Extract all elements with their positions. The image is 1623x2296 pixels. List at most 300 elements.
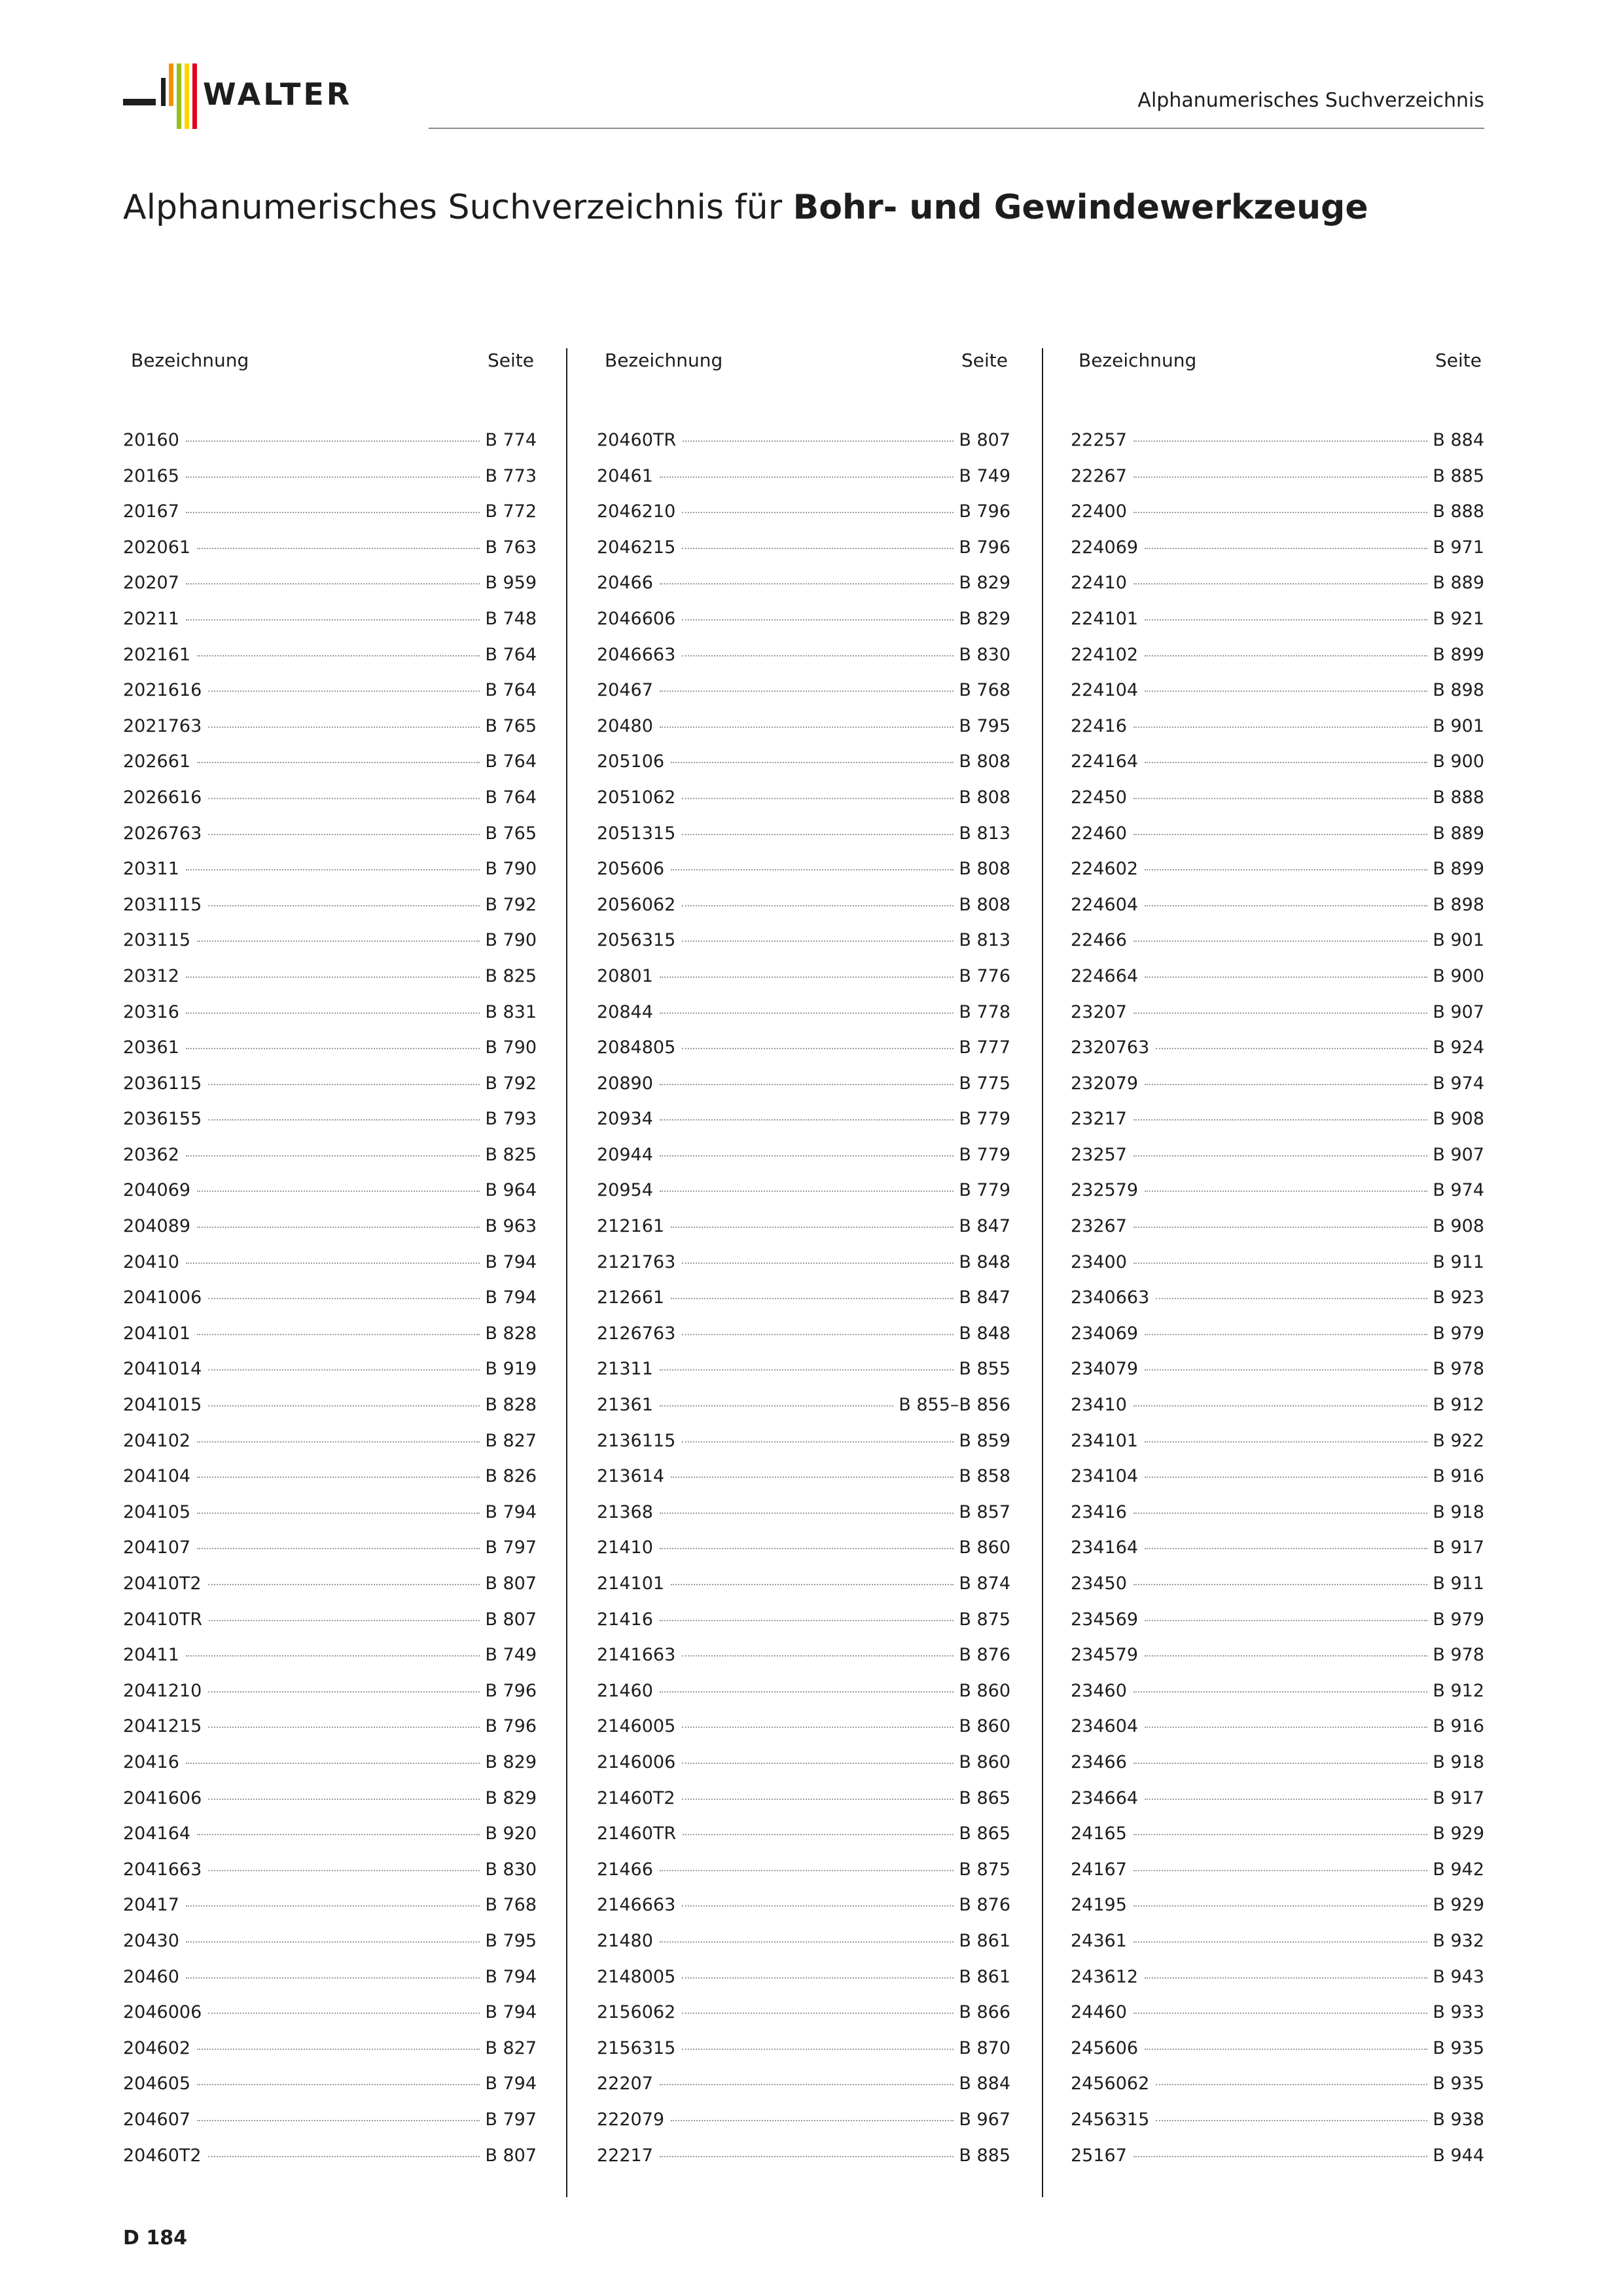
designation-code: 234569 (1071, 1609, 1139, 1630)
designation-code: 23460 (1071, 1680, 1127, 1701)
page-reference: B 865 (959, 1823, 1010, 1844)
dot-leader (682, 941, 954, 942)
index-row (597, 959, 1010, 995)
index-row (1071, 1138, 1484, 1174)
dot-leader (660, 726, 954, 728)
index-row (1071, 1638, 1484, 1674)
designation-code: 204605 (123, 2073, 191, 2094)
index-row (597, 1030, 1010, 1066)
page-reference: B 764 (485, 787, 537, 808)
page-reference: B 898 (1433, 894, 1484, 915)
designation-code: 203115 (123, 930, 191, 951)
index-row (123, 923, 537, 959)
dot-leader (186, 1013, 480, 1014)
dot-leader (1133, 440, 1427, 442)
dot-leader (1133, 512, 1427, 513)
designation-code: 2021763 (123, 715, 202, 736)
index-row (1071, 423, 1484, 459)
page-reference: B 889 (1433, 823, 1484, 844)
index-row (123, 1245, 537, 1281)
page-reference: B 860 (959, 1716, 1010, 1737)
page-reference: B 899 (1433, 859, 1484, 880)
index-row (123, 959, 537, 995)
designation-code: 234104 (1071, 1466, 1139, 1487)
index-row (123, 1459, 537, 1495)
page-reference: B 932 (1433, 1930, 1484, 1951)
designation-code: 2041006 (123, 1287, 202, 1308)
dot-leader (1133, 1941, 1427, 1943)
dot-leader (197, 941, 480, 942)
index-row (597, 494, 1010, 530)
page-reference: B 790 (485, 930, 537, 951)
designation-code: 202061 (123, 537, 191, 558)
designation-code: 2121763 (597, 1251, 676, 1272)
page-reference: B 912 (1433, 1680, 1484, 1701)
dot-leader (1145, 1620, 1427, 1621)
index-row (123, 995, 537, 1031)
index-row (1071, 709, 1484, 745)
page-reference: B 901 (1433, 715, 1484, 736)
dot-leader (197, 1334, 480, 1335)
designation-code: 213614 (597, 1466, 665, 1487)
dot-leader (186, 476, 480, 478)
page-reference: B 911 (1433, 1251, 1484, 1272)
dot-leader (1145, 1799, 1427, 1800)
designation-code: 2340663 (1071, 1287, 1150, 1308)
designation-code: 20207 (123, 573, 179, 594)
index-row (597, 1674, 1010, 1710)
designation-code: 224604 (1071, 894, 1139, 915)
index-row (597, 1066, 1010, 1102)
page-reference: B 855–B 856 (899, 1395, 1010, 1416)
index-row (123, 780, 537, 816)
index-row (1071, 852, 1484, 888)
page-reference: B 794 (485, 2073, 537, 2094)
index-row (597, 565, 1010, 601)
index-row (597, 1424, 1010, 1460)
designation-code: 2041606 (123, 1787, 202, 1808)
designation-code: 20416 (123, 1751, 179, 1772)
designation-code: 23207 (1071, 1001, 1127, 1022)
dot-leader (660, 1191, 954, 1192)
index-row (1071, 2066, 1484, 2102)
index-row (1071, 995, 1484, 1031)
page-reference: B 764 (485, 680, 537, 701)
index-row (123, 494, 537, 530)
dot-leader (197, 655, 480, 656)
dot-leader (1145, 2049, 1427, 2050)
index-row (1071, 1781, 1484, 1817)
page-reference: B 911 (1433, 1573, 1484, 1594)
designation-code: 2051062 (597, 787, 676, 808)
page-reference: B 876 (959, 1895, 1010, 1916)
index-row (597, 1352, 1010, 1388)
page-reference: B 901 (1433, 930, 1484, 951)
designation-code: 22217 (597, 2145, 653, 2166)
designation-code: 20410TR (123, 1609, 203, 1630)
page-title (123, 185, 1368, 230)
designation-code: 21416 (597, 1609, 653, 1630)
page-reference: B 793 (485, 1109, 537, 1130)
designation-code: 224602 (1071, 859, 1139, 880)
dot-leader (671, 1298, 954, 1299)
dot-leader (197, 2084, 480, 2085)
index-row (123, 2031, 537, 2067)
dot-leader (208, 1084, 480, 1085)
designation-code: 2036115 (123, 1073, 202, 1094)
index-row (597, 1459, 1010, 1495)
designation-code: 2046210 (597, 501, 676, 522)
dot-leader (660, 1548, 954, 1549)
designation-code: 21361 (597, 1395, 653, 1416)
index-row (597, 709, 1010, 745)
page-reference: B 847 (959, 1287, 1010, 1308)
index-row (1071, 459, 1484, 495)
designation-code: 224164 (1071, 751, 1139, 772)
designation-code: 20954 (597, 1180, 653, 1201)
index-row (1071, 1424, 1484, 1460)
dot-leader (1133, 1155, 1427, 1157)
designation-code: 202161 (123, 644, 191, 665)
dot-leader (682, 1655, 954, 1657)
designation-code: 204104 (123, 1466, 191, 1487)
designation-code: 234079 (1071, 1359, 1139, 1380)
designation-code: 2156315 (597, 2037, 676, 2058)
index-row (597, 459, 1010, 495)
index-row (1071, 565, 1484, 601)
index-row (123, 1209, 537, 1245)
index-row (1071, 923, 1484, 959)
designation-code: 204102 (123, 1430, 191, 1451)
header-rule (429, 128, 1484, 129)
page-reference: B 765 (485, 823, 537, 844)
dot-leader (660, 1155, 954, 1157)
page-reference: B 775 (959, 1073, 1010, 1094)
dot-leader (671, 762, 954, 763)
page-reference: B 920 (485, 1823, 537, 1844)
index-row (123, 1530, 537, 1566)
index-row (597, 1960, 1010, 1996)
dot-leader (197, 1513, 480, 1514)
dot-leader (682, 2049, 954, 2050)
dot-leader (1133, 1013, 1427, 1014)
page-reference: B 768 (485, 1895, 537, 1916)
dot-leader (1133, 1691, 1427, 1693)
index-row (1071, 816, 1484, 852)
page-reference: B 829 (485, 1751, 537, 1772)
index-row (597, 1388, 1010, 1424)
index-row (1071, 2102, 1484, 2138)
index-row (597, 2066, 1010, 2102)
page-reference: B 884 (1433, 430, 1484, 450)
page-reference: B 874 (959, 1573, 1010, 1594)
index-row (1071, 1102, 1484, 1138)
page-reference: B 974 (1433, 1180, 1484, 1201)
index-row (1071, 1924, 1484, 1960)
dot-leader (197, 762, 480, 763)
index-row (123, 1388, 537, 1424)
page-reference: B 859 (959, 1430, 1010, 1451)
designation-code: 23450 (1071, 1573, 1127, 1594)
designation-code: 204101 (123, 1323, 191, 1344)
index-row (597, 1209, 1010, 1245)
page-reference: B 795 (959, 715, 1010, 736)
dot-leader (683, 440, 954, 442)
dot-leader (1145, 762, 1427, 763)
page-reference: B 917 (1433, 1537, 1484, 1558)
page-reference: B 848 (959, 1323, 1010, 1344)
designation-code: 234069 (1071, 1323, 1139, 1344)
page-reference: B 813 (959, 823, 1010, 844)
index-row (123, 637, 537, 673)
designation-code: 22460 (1071, 823, 1127, 844)
designation-code: 21466 (597, 1859, 653, 1880)
index-row (123, 1602, 537, 1638)
header-page: Seite (1435, 350, 1482, 371)
dot-leader (682, 548, 954, 549)
page-reference: B 776 (959, 965, 1010, 986)
index-rows (1071, 423, 1484, 2174)
dot-leader (671, 1477, 954, 1478)
index-row (597, 744, 1010, 780)
dot-leader (660, 2156, 954, 2157)
page-reference: B 907 (1433, 1001, 1484, 1022)
index-row (597, 995, 1010, 1031)
index-row (597, 1280, 1010, 1316)
index-row (123, 673, 537, 709)
designation-code: 21460 (597, 1680, 653, 1701)
designation-code: 224069 (1071, 537, 1139, 558)
index-row (1071, 1674, 1484, 1710)
index-row (1071, 1066, 1484, 1102)
page-reference: B 792 (485, 894, 537, 915)
dot-leader (1133, 2013, 1427, 2014)
page-reference: B 898 (1433, 680, 1484, 701)
header-designation: Bezeichnung (131, 350, 249, 371)
page-reference: B 827 (485, 1430, 537, 1451)
dot-leader (1133, 1905, 1427, 1907)
dot-leader (660, 977, 954, 978)
index-row (123, 1138, 537, 1174)
designation-code: 20460TR (597, 430, 677, 450)
page-reference: B 779 (959, 1180, 1010, 1201)
page-reference: B 808 (959, 751, 1010, 772)
designation-code: 2026616 (123, 787, 202, 808)
index-row (1071, 2031, 1484, 2067)
index-row (123, 1924, 537, 1960)
page-reference: B 830 (485, 1859, 537, 1880)
designation-code: 2046215 (597, 537, 676, 558)
page-reference: B 764 (485, 751, 537, 772)
page-reference: B 935 (1433, 2037, 1484, 2058)
dot-leader (1145, 1548, 1427, 1549)
index-row (597, 888, 1010, 924)
header-page: Seite (488, 350, 534, 371)
index-row (1071, 1530, 1484, 1566)
dot-leader (660, 1369, 954, 1371)
page-reference: B 964 (485, 1180, 537, 1201)
designation-code: 204069 (123, 1180, 191, 1201)
index-row (597, 2031, 1010, 2067)
designation-code: 212161 (597, 1216, 665, 1237)
index-row (597, 1138, 1010, 1174)
designation-code: 2046006 (123, 2002, 202, 2023)
dot-leader (197, 1227, 480, 1228)
dot-leader (1133, 1870, 1427, 1871)
index-row (123, 1030, 537, 1066)
walter-logo (123, 60, 404, 132)
dot-leader (671, 1227, 954, 1228)
designation-code: 2046663 (597, 644, 676, 665)
page-reference: B 857 (959, 1501, 1010, 1522)
designation-code: 22400 (1071, 501, 1127, 522)
index-row (123, 744, 537, 780)
designation-code: 2041210 (123, 1680, 202, 1701)
page-reference: B 748 (485, 608, 537, 629)
designation-code: 22267 (1071, 465, 1127, 486)
index-row (123, 530, 537, 566)
dot-leader (660, 1870, 954, 1871)
designation-code: 25167 (1071, 2145, 1127, 2166)
dot-leader (682, 1334, 954, 1335)
designation-code: 234604 (1071, 1716, 1139, 1737)
index-row (1071, 1030, 1484, 1066)
page-reference: B 885 (959, 2145, 1010, 2166)
page-reference: B 938 (1433, 2109, 1484, 2130)
dot-leader (208, 1727, 480, 1728)
designation-code: 243612 (1071, 1966, 1139, 1987)
dot-leader (1133, 476, 1427, 478)
page-reference: B 749 (959, 465, 1010, 486)
dot-leader (208, 2013, 480, 2014)
page-reference: B 935 (1433, 2073, 1484, 2094)
index-row (597, 1102, 1010, 1138)
page-reference: B 773 (485, 465, 537, 486)
dot-leader (186, 1763, 480, 1764)
index-row (597, 530, 1010, 566)
designation-code: 214101 (597, 1573, 665, 1594)
designation-code: 21368 (597, 1501, 653, 1522)
dot-leader (208, 1870, 480, 1871)
page-reference: B 772 (485, 501, 537, 522)
dot-leader (186, 440, 480, 442)
page-reference: B 979 (1433, 1609, 1484, 1630)
page-reference: B 919 (485, 1359, 537, 1380)
dot-leader (1145, 1441, 1427, 1443)
page-reference: B 875 (959, 1859, 1010, 1880)
page-reference: B 794 (485, 1251, 537, 1272)
dot-leader (186, 977, 480, 978)
designation-code: 245606 (1071, 2037, 1139, 2058)
page-reference: B 884 (959, 2073, 1010, 2094)
dot-leader (682, 1977, 954, 1979)
page-reference: B 929 (1433, 1895, 1484, 1916)
index-column-3 (1071, 347, 1484, 2166)
designation-code: 23400 (1071, 1251, 1127, 1272)
dot-leader (1133, 1763, 1427, 1764)
dot-leader (671, 869, 954, 870)
dot-leader (208, 2156, 480, 2157)
page-reference: B 971 (1433, 537, 1484, 558)
dot-leader (197, 1548, 480, 1549)
dot-leader (1145, 1727, 1427, 1728)
header-designation: Bezeichnung (1079, 350, 1197, 371)
dot-leader (682, 798, 954, 799)
index-row (123, 1424, 537, 1460)
brand-wordmark: WALTER (203, 77, 353, 112)
designation-code: 2148005 (597, 1966, 676, 1987)
page-reference: B 831 (485, 1001, 537, 1022)
dot-leader (1145, 905, 1427, 906)
index-row (1071, 1209, 1484, 1245)
section-title: Alphanumerisches Suchverzeichnis (1137, 89, 1484, 112)
page-reference: B 807 (485, 1609, 537, 1630)
designation-code: 2036155 (123, 1109, 202, 1130)
designation-code: 23257 (1071, 1144, 1127, 1165)
designation-code: 234579 (1071, 1645, 1139, 1666)
page-reference: B 866 (959, 2002, 1010, 2023)
index-row (123, 1745, 537, 1781)
page-reference: B 876 (959, 1645, 1010, 1666)
dot-leader (197, 2120, 480, 2121)
designation-code: 21460TR (597, 1823, 677, 1844)
dot-leader (197, 2049, 480, 2050)
page-reference: B 807 (485, 1573, 537, 1594)
index-row (597, 2102, 1010, 2138)
designation-code: 2136115 (597, 1430, 676, 1451)
dot-leader (1133, 583, 1427, 584)
page-reference: B 808 (959, 859, 1010, 880)
page-reference: B 763 (485, 537, 537, 558)
index-row (1071, 1709, 1484, 1745)
page-reference: B 888 (1433, 787, 1484, 808)
designation-code: 232079 (1071, 1073, 1139, 1094)
designation-code: 2146663 (597, 1895, 676, 1916)
dot-leader (1145, 1334, 1427, 1335)
designation-code: 20844 (597, 1001, 653, 1022)
column-header (597, 347, 1010, 380)
designation-code: 20480 (597, 715, 653, 736)
dot-leader (1145, 548, 1427, 549)
designation-code: 222079 (597, 2109, 665, 2130)
dot-leader (208, 905, 480, 906)
page-reference: B 813 (959, 930, 1010, 951)
index-row (597, 923, 1010, 959)
designation-code: 234164 (1071, 1537, 1139, 1558)
dot-leader (1156, 2084, 1427, 2085)
dot-leader (1145, 1369, 1427, 1371)
index-rows (597, 423, 1010, 2174)
index-row (1071, 1352, 1484, 1388)
page-reference: B 979 (1433, 1323, 1484, 1344)
dot-leader (660, 583, 954, 584)
index-row (1071, 888, 1484, 924)
designation-code: 22450 (1071, 787, 1127, 808)
index-row (597, 1638, 1010, 1674)
dot-leader (208, 691, 480, 692)
dot-leader (1133, 1405, 1427, 1407)
column-divider (1042, 348, 1043, 2197)
index-row (1071, 1852, 1484, 1888)
dot-leader (208, 1119, 480, 1121)
index-column-2 (597, 347, 1010, 2166)
index-row (123, 1280, 537, 1316)
index-row (597, 1781, 1010, 1817)
dot-leader (186, 1263, 480, 1264)
dot-leader (1145, 1977, 1427, 1979)
dot-leader (682, 1048, 954, 1049)
index-row (597, 423, 1010, 459)
